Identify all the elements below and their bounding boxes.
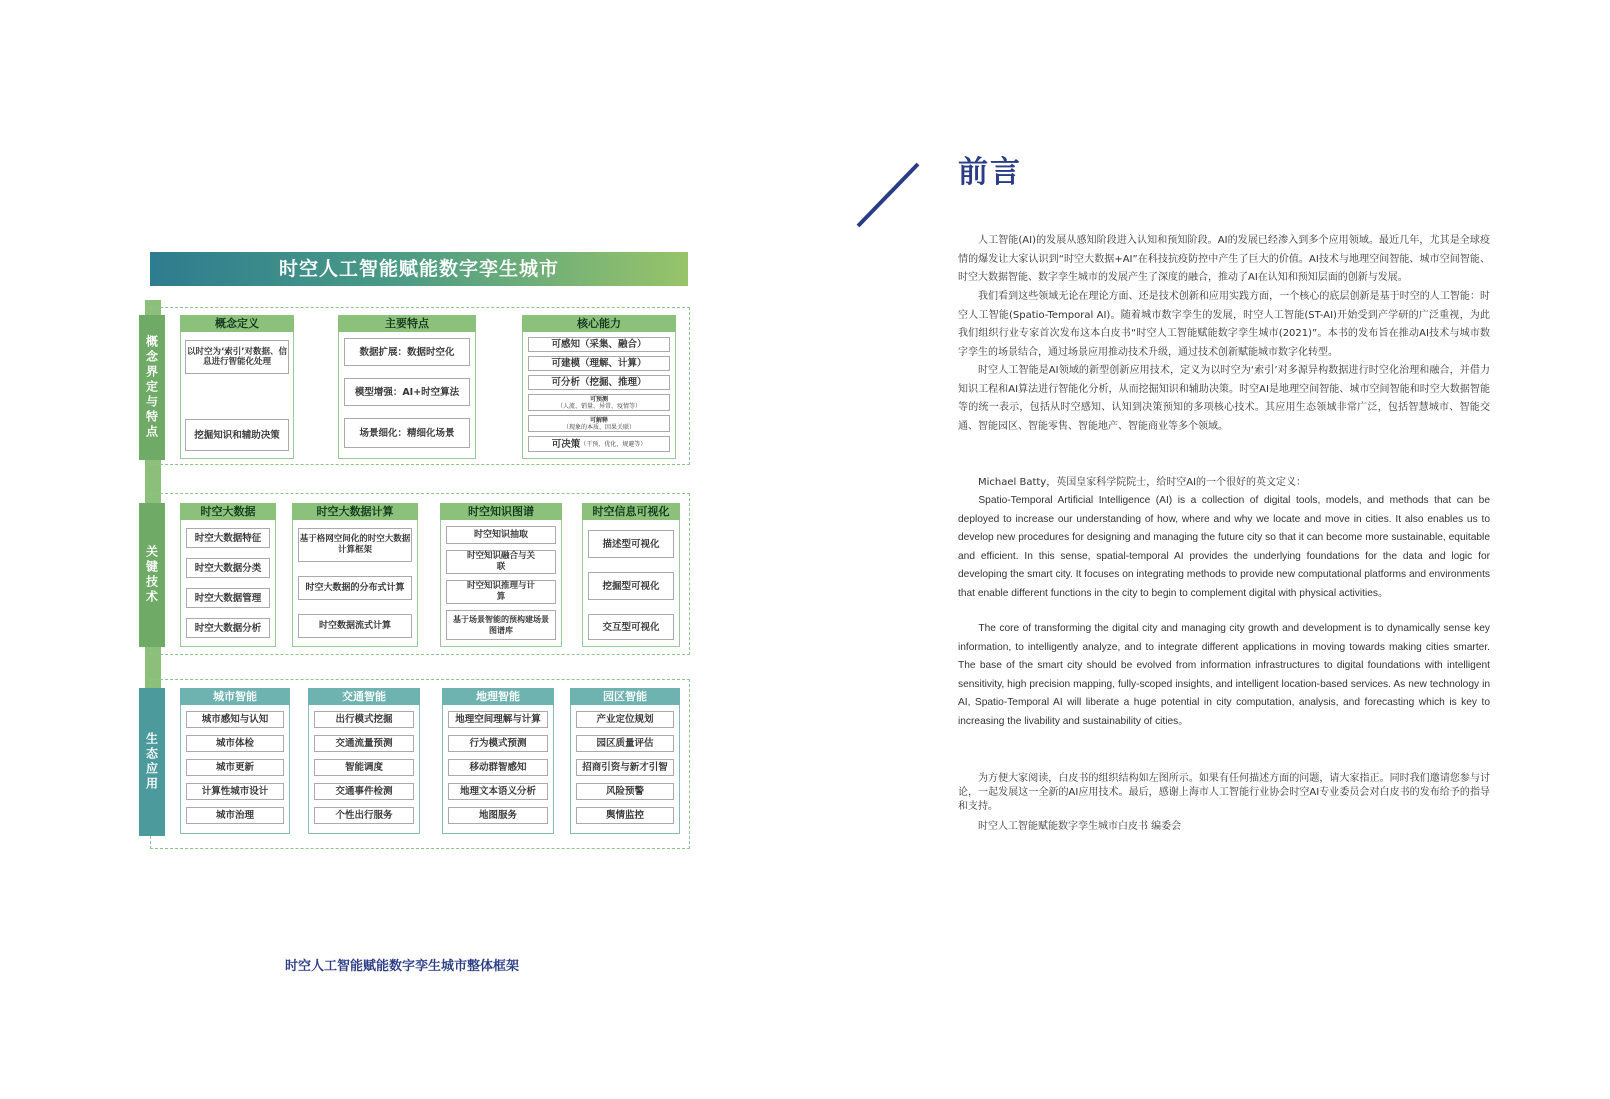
column-city-intelligence [180,688,290,834]
item-box: 城市治理 [186,807,284,824]
item-box: 时空知识融合与关联 [446,550,556,574]
column-header: 主要特点 [338,315,476,332]
section-label-ecosystem: 生态应用 [139,688,165,836]
column-core-abilities [522,315,676,459]
closing-paragraph: 为方便大家阅读，白皮书的组织结构如左图所示。如果有任何描述方面的问题，请大家指正。同时我们邀请您参与讨论，一起发展这一全新的AI应用技术。最后，感谢上海市人工智能行业协会时空AI专业委员会对白皮书的发布给予的指导和支持。 [958,773,1490,812]
column-st-bigdata [180,503,276,647]
item-box: 时空大数据管理 [186,588,270,608]
column-st-computing [292,503,418,647]
column-header: 时空大数据计算 [292,503,418,520]
column-header: 城市智能 [180,688,290,705]
column-header: 地理智能 [442,688,554,705]
quote-english-2: The core of transforming the digital city and managing city growth and development is to dynamically sense key information, to intelligently analyze, and to integrate different applications in moving towards making cities smarter. The base of the smart city should be evolved from information infrastructures to digital foundations with intelligent sensitivity, high precision mapping, fully-scoped insights, and intelligent location-based services. As new technology in AI, Spatio-Temporal AI will liberate a huge potential in city computation, analysis, and forecasting which is key to increasing the livability and sustainability of cities。 [958,623,1490,727]
section-label-concept: 概念界定与特点 [139,315,165,460]
item-box: 产业定位规划 [576,711,674,728]
item-box: 基于场景智能的预构建场景图谱库 [446,610,556,640]
item-box: 时空知识推理与计算 [446,580,556,604]
column-main-features [338,315,476,459]
item-sublabel: （人流、销量、异常、疫情等） [556,402,641,410]
item-box: 出行模式挖掘 [314,711,414,728]
item-box: 计算性城市设计 [186,783,284,800]
item-box: 个性出行服务 [314,807,414,824]
item-box: 交通事件检测 [314,783,414,800]
item-box: 时空大数据分类 [186,558,270,578]
column-header: 概念定义 [180,315,294,332]
column-traffic-intelligence [308,688,420,834]
item-box: 场景细化：精细化场景 [344,418,470,448]
figure-caption: 时空人工智能赋能数字孪生城市整体框架 [285,959,520,974]
item-box: 可感知（采集、融合） [528,337,670,352]
item-box: 智能调度 [314,759,414,776]
item-box: 移动群智感知 [448,759,548,776]
item-box: 交通流量预测 [314,735,414,752]
column-header: 园区智能 [570,688,680,705]
item-box: 行为模式预测 [448,735,548,752]
item-box: 基于格网空间化的时空大数据计算框架 [298,528,412,562]
column-header: 时空知识图谱 [440,503,562,520]
item-box [528,415,670,432]
item-box: 招商引资与新才引智 [576,759,674,776]
item-box: 地理文本语义分析 [448,783,548,800]
item-box: 挖掘型可视化 [588,572,674,600]
column-header: 交通智能 [308,688,420,705]
item-label: 可解释 [589,416,608,424]
item-box: 可建模（理解、计算） [528,356,670,371]
decorative-slash [852,160,922,230]
item-box: 城市感知与认知 [186,711,284,728]
quote-english-1: Spatio-Temporal Artificial Intelligence (AI) is a collection of digital tools, models, and methods that can be deployed to increase our understanding of how, where and why we locate and move in cities. It also enables us to develop new procedures for designing and managing the future city so that it can become more sustainable, equitable and efficient. In this sense, spatial-temporal AI provides the underlying foundations for the data and logic for developing the smart city. It focuses on integrating methods to provide new computational platforms and environments that enable different functions in the city to begin to complement digital with physical activities。 [958,495,1490,599]
item-sublabel: （现象的本质、因果关联） [562,423,635,431]
item-box: 园区质量评估 [576,735,674,752]
item-box: 时空大数据特征 [186,528,270,548]
item-box: 挖掘知识和辅助决策 [185,419,289,451]
item-box: 可分析（挖掘、推理） [528,375,670,390]
item-box: 舆情监控 [576,807,674,824]
item-label: 可决策 [551,438,581,450]
item-box: 描述型可视化 [588,530,674,558]
item-box: 地图服务 [448,807,548,824]
item-box: 时空大数据的分布式计算 [298,576,412,600]
item-box: 时空大数据分析 [186,618,270,638]
item-box: 数据扩展：数据时空化 [344,338,470,366]
column-header: 时空大数据 [180,503,276,520]
item-box: 城市更新 [186,759,284,776]
preface-title: 前言 [958,155,1022,190]
preface-paragraph-1: 人工智能(AI)的发展从感知阶段进入认知和预知阶段。AI的发展已经渗入到多个应用领域。最近几年，尤其是全球疫情的爆发让大家认识到“时空大数据+AI”在科技抗疫防控中产生了巨大的价值。AI技术与地理空间智能、城市空间智能、时空大数据智能、数字孪生城市的发展产生了深度的融合，推动了AI在认知和预知层面的创新与发展。 [958,235,1490,283]
item-box: 模型增强：AI+时空算法 [344,378,470,406]
figure-title: 时空人工智能赋能数字孪生城市 [150,252,688,286]
column-park-intelligence [570,688,680,834]
item-box: 时空数据流式计算 [298,614,412,638]
column-header: 核心能力 [522,315,676,332]
item-box: 地理空间理解与计算 [448,711,548,728]
item-box: 风险预警 [576,783,674,800]
item-box: 时空知识抽取 [446,526,556,544]
quote-intro: Michael Batty，英国皇家科学院院士，给时空AI的一个很好的英文定义： [978,477,1307,488]
signature: 时空人工智能赋能数字孪生城市白皮书 编委会 [978,821,1182,832]
item-box: 交互型可视化 [588,614,674,640]
column-geo-intelligence [442,688,554,834]
item-box [528,394,670,411]
column-header: 时空信息可视化 [582,503,680,520]
item-sublabel: （干预、优化、规避等） [580,440,647,448]
column-st-knowledge-graph [440,503,562,647]
item-box: 以时空为‘索引’对数据、信息进行智能化处理 [185,340,289,374]
preface-paragraph-2: 我们看到这些领域无论在理论方面、还是技术创新和应用实践方面，一个核心的底层创新是基于时空的人工智能：时空人工智能(Spatio-Temporal AI)。随着城市数字孪生的发展，时空人工智能(ST-AI)开始受到产学研的广泛重视，为此我们组织行业专家首次发布这本白皮书“时空人工智能赋能数字孪生城市(2021)”。本书的发布旨在推动AI技术与城市数字孪生的场景结合，通过场景应用推动技术升级，通过技术创新赋能城市数字化转型。 [958,291,1490,358]
item-label: 可预测 [589,395,608,403]
column-concept-definition [180,315,294,459]
item-box [528,436,670,452]
preface-paragraph-3: 时空人工智能是AI领域的新型创新应用技术，定义为以时空为‘索引’对多源异构数据进行时空化治理和融合，并借力知识工程和AI算法进行智能化分析，从而挖掘知识和辅助决策。时空AI是地理空间智能、城市空间智能和时空大数据智能等的统一表示，包括从时空感知、认知到决策预知的多项核心技术。其应用生态领域非常广泛，包括智慧城市、智能交通、智能园区、智能零售、智能地产、智能商业等多个领域。 [958,365,1490,432]
item-box: 城市体检 [186,735,284,752]
section-label-key-tech: 关键技术 [139,503,165,647]
column-st-visualization [582,503,680,647]
